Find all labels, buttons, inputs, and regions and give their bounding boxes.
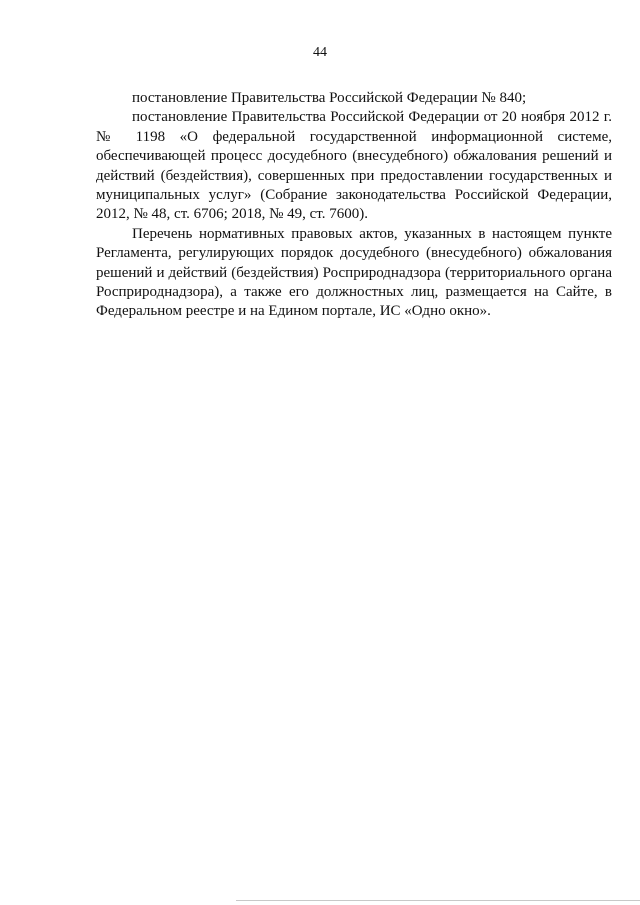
page-number: 44 bbox=[313, 45, 327, 60]
paragraph-list-of-acts: Перечень нормативных правовых актов, указанных в настоящем пункте Регламента, регулирующих порядок досудебного (внесудебного) обжалования решений и действий (бездействия) Росприроднадзора (территориального органа Росприроднадзора), а также его должностных лиц, размещается на Сайте, в Федеральном реестре и на Едином портале, ИС «Одно окно». bbox=[96, 225, 612, 320]
document-body bbox=[96, 89, 612, 322]
bottom-edge-line bbox=[236, 900, 640, 901]
paragraph-decree-840: постановление Правительства Российской Федерации № 840; bbox=[132, 90, 527, 106]
paragraph-decree-1198: постановление Правительства Российской Федерации от 20 ноября 2012 г. № 1198 «О федеральной государственной информационной системе, обеспечивающей процесс досудебного (внесудебного) обжалования решений и действий (бездействия), совершенных при предоставлении государственных и муниципальных услуг» (Собрание законодательства Российской Федерации, 2012, № 48, ст. 6706; 2018, № 49, ст. 7600). bbox=[96, 109, 612, 223]
